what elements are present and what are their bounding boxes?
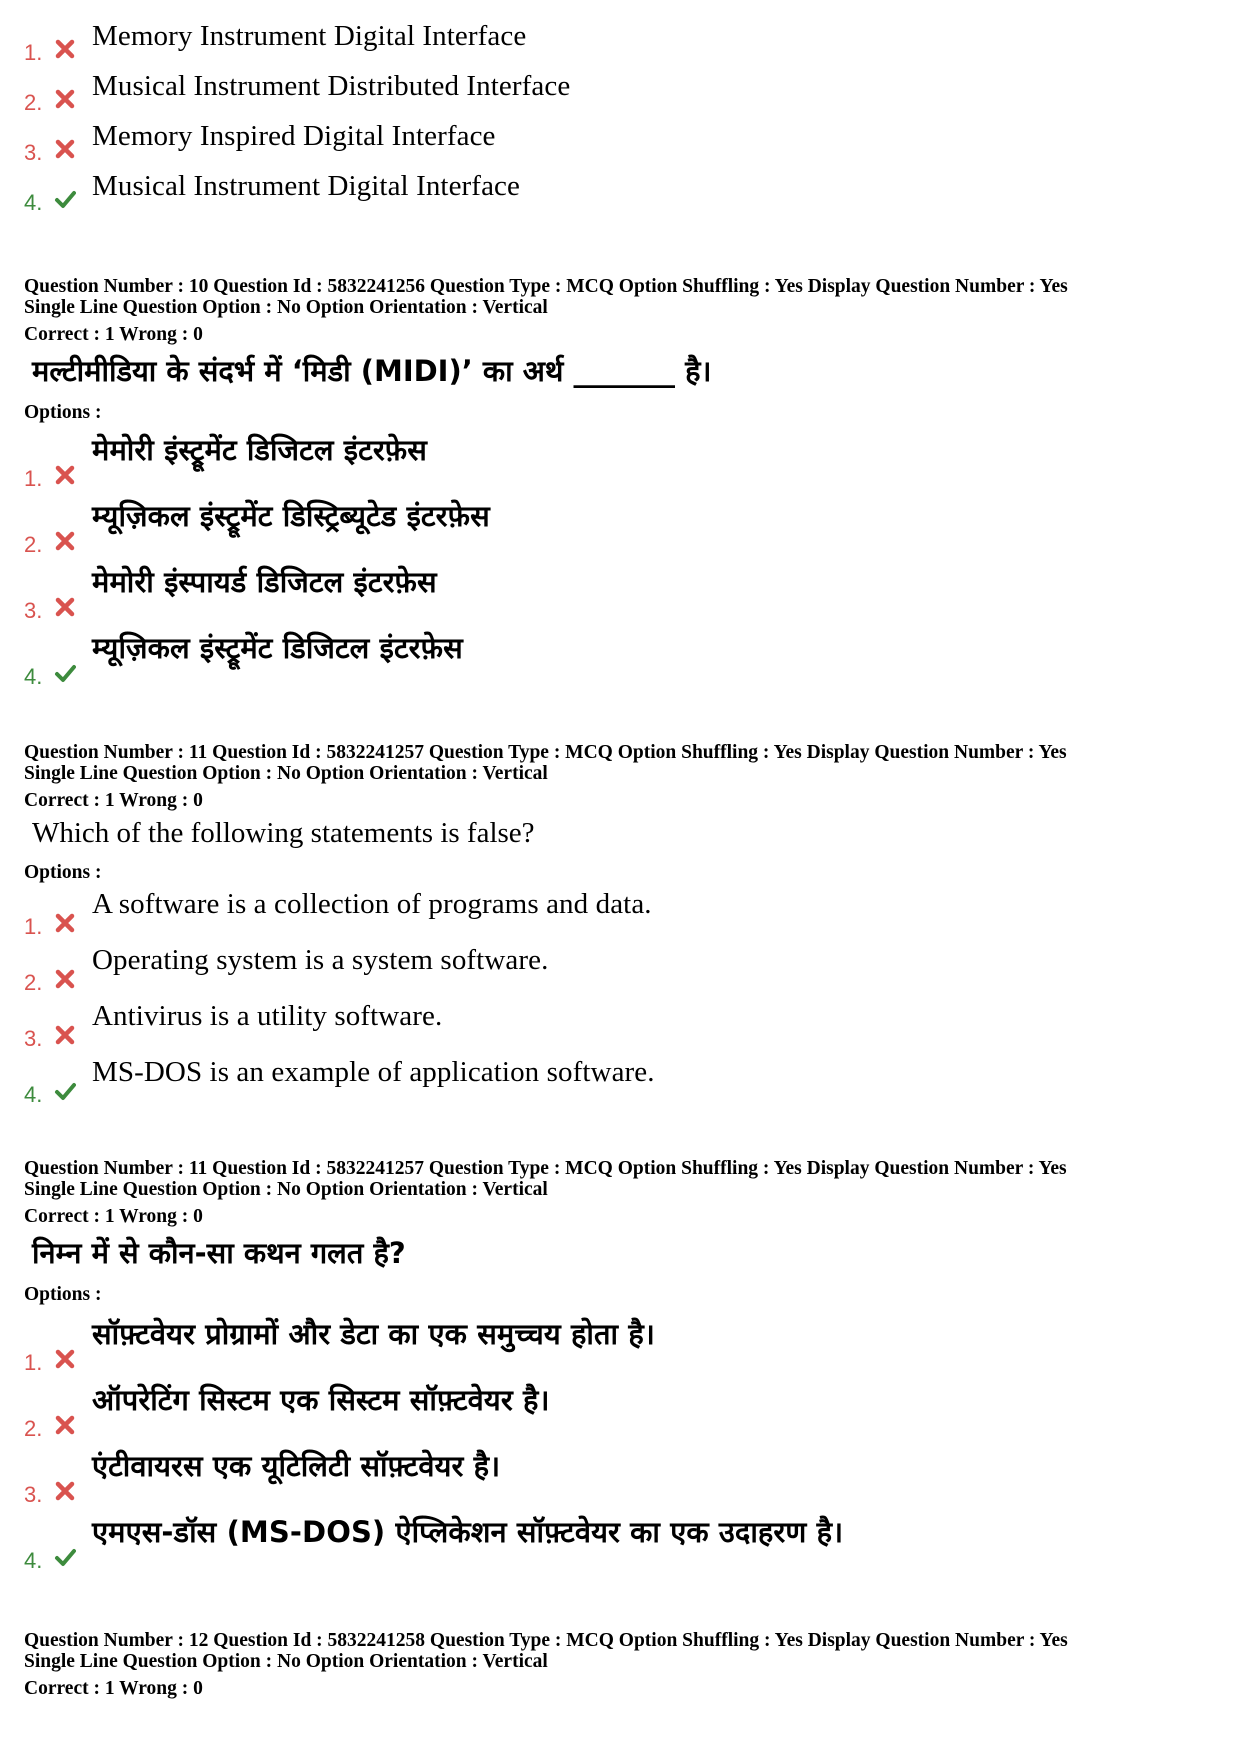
option-text: Musical Instrument Digital Interface [92, 170, 520, 202]
marking-scheme: Correct : 1 Wrong : 0 [24, 790, 203, 811]
option-row [24, 1444, 1224, 1510]
option-text: Memory Instrument Digital Interface [92, 20, 527, 52]
question-meta: Single Line Question Option : No Option Orientation : Vertical [24, 1179, 548, 1200]
options-label: Options : [24, 402, 102, 423]
option-row [24, 942, 1224, 998]
cross-mark-icon [54, 1414, 76, 1436]
option-row [24, 18, 1224, 68]
option-number: 3. [24, 1482, 43, 1507]
option-row [24, 68, 1224, 118]
option-row [24, 1378, 1224, 1444]
option-number: 3. [24, 598, 43, 623]
option-row [24, 998, 1224, 1054]
option-row [24, 626, 1224, 692]
option-number: 2. [24, 532, 43, 557]
option-row [24, 428, 1224, 494]
option-text: Memory Inspired Digital Interface [92, 120, 496, 152]
option-row [24, 1510, 1224, 1576]
options-label: Options : [24, 1284, 102, 1305]
option-row [24, 1312, 1224, 1378]
option-row [24, 168, 1224, 218]
option-text: एंटीवायरस एक यूटिलिटी सॉफ़्टवेयर है। [92, 1449, 501, 1483]
question-meta: Single Line Question Option : No Option Orientation : Vertical [24, 763, 548, 784]
option-text: एमएस-डॉस (MS-DOS) ऐप्लिकेशन सॉफ़्टवेयर का एक उदाहरण है। [92, 1515, 844, 1549]
option-number: 2. [24, 1416, 43, 1441]
option-number: 4. [24, 1082, 43, 1107]
option-text: म्यूज़िकल इंस्ट्रूमेंट डिजिटल इंटरफ़ेस [92, 631, 463, 665]
option-text: MS-DOS is an example of application software. [92, 1056, 655, 1088]
option-text: Operating system is a system software. [92, 944, 549, 976]
cross-mark-icon [54, 1024, 76, 1046]
option-row [24, 494, 1224, 560]
option-row [24, 1054, 1224, 1110]
option-text: मेमोरी इंस्पायर्ड डिजिटल इंटरफ़ेस [92, 565, 437, 599]
check-mark-icon [54, 1546, 76, 1568]
cross-mark-icon [54, 138, 76, 160]
option-number: 4. [24, 1548, 43, 1573]
option-number: 3. [24, 1026, 43, 1051]
option-number: 4. [24, 190, 43, 215]
marking-scheme: Correct : 1 Wrong : 0 [24, 1678, 203, 1699]
option-text: मेमोरी इंस्ट्रूमेंट डिजिटल इंटरफ़ेस [92, 433, 427, 467]
question-text: निम्न में से कौन-सा कथन गलत है? [32, 1236, 406, 1270]
option-number: 2. [24, 90, 43, 115]
question-11-hindi-block [24, 1158, 1224, 1576]
option-text: Musical Instrument Distributed Interface [92, 70, 571, 102]
option-text: A software is a collection of programs and data. [92, 888, 652, 920]
cross-mark-icon [54, 1480, 76, 1502]
marking-scheme: Correct : 1 Wrong : 0 [24, 324, 203, 345]
question-meta: Question Number : 10 Question Id : 5832241256 Question Type : MCQ Option Shuffling : Yes Display Question Number : Yes [24, 276, 1068, 297]
question-meta: Question Number : 11 Question Id : 5832241257 Question Type : MCQ Option Shuffling : Yes Display Question Number : Yes [24, 1158, 1067, 1179]
question-12-block [24, 1630, 1224, 1699]
question-meta: Single Line Question Option : No Option Orientation : Vertical [24, 297, 548, 318]
cross-mark-icon [54, 88, 76, 110]
option-number: 1. [24, 914, 43, 939]
option-number: 1. [24, 1350, 43, 1375]
marking-scheme: Correct : 1 Wrong : 0 [24, 1206, 203, 1227]
option-number: 3. [24, 140, 43, 165]
question-text: Which of the following statements is false? [32, 817, 535, 849]
question-10-block [24, 276, 1224, 692]
cross-mark-icon [54, 968, 76, 990]
option-text: म्यूज़िकल इंस्ट्रूमेंट डिस्ट्रिब्यूटेड इंटरफ़ेस [92, 499, 490, 533]
cross-mark-icon [54, 530, 76, 552]
options-label: Options : [24, 862, 102, 883]
cross-mark-icon [54, 38, 76, 60]
check-mark-icon [54, 188, 76, 210]
question-meta: Single Line Question Option : No Option Orientation : Vertical [24, 1651, 548, 1672]
question-11-english-block [24, 742, 1224, 1110]
cross-mark-icon [54, 1348, 76, 1370]
option-row [24, 118, 1224, 168]
q9-options [24, 18, 1224, 218]
option-number: 2. [24, 970, 43, 995]
option-row [24, 560, 1224, 626]
cross-mark-icon [54, 596, 76, 618]
option-number: 4. [24, 664, 43, 689]
option-row [24, 886, 1224, 942]
option-number: 1. [24, 40, 43, 65]
question-meta: Question Number : 12 Question Id : 5832241258 Question Type : MCQ Option Shuffling : Yes Display Question Number : Yes [24, 1630, 1068, 1651]
option-text: Antivirus is a utility software. [92, 1000, 443, 1032]
option-text: सॉफ़्टवेयर प्रोग्रामों और डेटा का एक समुच्चय होता है। [92, 1317, 655, 1351]
option-number: 1. [24, 466, 43, 491]
check-mark-icon [54, 1080, 76, 1102]
question-meta: Question Number : 11 Question Id : 5832241257 Question Type : MCQ Option Shuffling : Yes Display Question Number : Yes [24, 742, 1067, 763]
question-text: मल्टीमीडिया के संदर्भ में ‘मिडी (MIDI)’ का अर्थ _______ है। [32, 354, 712, 388]
option-text: ऑपरेटिंग सिस्टम एक सिस्टम सॉफ़्टवेयर है। [92, 1383, 550, 1417]
cross-mark-icon [54, 912, 76, 934]
check-mark-icon [54, 662, 76, 684]
cross-mark-icon [54, 464, 76, 486]
